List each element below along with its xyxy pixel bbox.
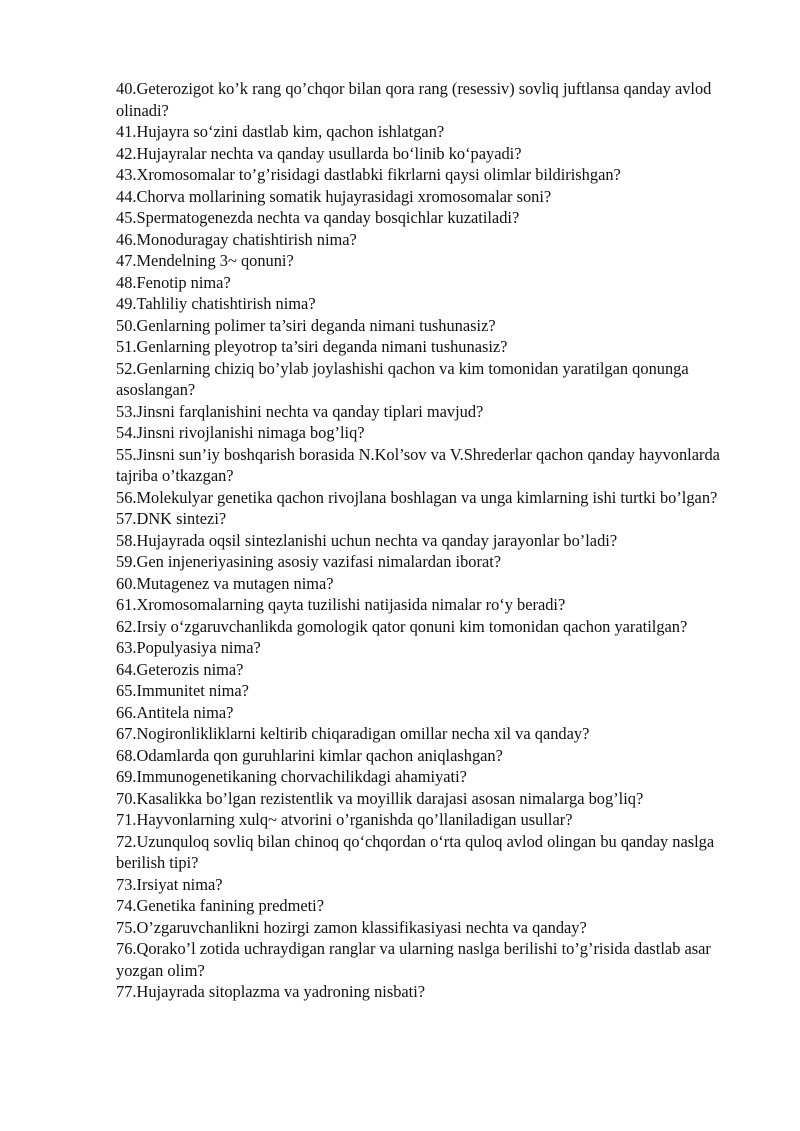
question-60: 60.Mutagenez va mutagen nima? [116, 573, 334, 593]
question-65: 65.Immunitet nima? [116, 681, 249, 700]
question-72: 72.Uzunquloq sovliq bilan chinoq qo‘chqordan o‘rta quloq avlod olingan bu qanday naslga berilish tipi? [116, 831, 715, 872]
question-63: 63.Populyasiya nima? [116, 638, 261, 657]
question-58: 58.Hujayrada oqsil sintezlanishi uchun nechta va qanday jarayonlar bo’ladi? [116, 530, 618, 550]
question-74: 74.Genetika fanining predmeti? [116, 896, 324, 915]
question-45: 45.Spermatogenezda nechta va qanday bosqichlar kuzatiladi? [116, 208, 520, 227]
question-51: 51.Genlarning pleyotrop ta’siri deganda nimani tushunasiz? [116, 337, 508, 356]
question-42: 42.Hujayralar nechta va qanday usullarda bo‘linib ko‘payadi? [116, 143, 522, 163]
question-68: 68.Odamlarda qon guruhlarini kimlar qachon aniqlashgan? [116, 745, 503, 765]
question-71: 71.Hayvonlarning xulq~ atvorini o’rganishda qo’llaniladigan usullar? [116, 810, 573, 829]
question-49: 49.Tahliliy chatishtirish nima? [116, 294, 316, 313]
question-75: 75.O’zgaruvchanlikni hozirgi zamon klassifikasiyasi nechta va qanday? [116, 917, 587, 937]
question-64: 64.Geterozis nima? [116, 659, 244, 679]
question-73: 73.Irsiyat nima? [116, 874, 223, 894]
question-43: 43.Xromosomalar to’g’risidagi dastlabki fikrlarni qaysi olimlar bildirishgan? [116, 165, 621, 184]
question-61: 61.Xromosomalarning qayta tuzilishi natijasida nimalar ro‘y beradi? [116, 595, 566, 614]
question-53: 53.Jinsni farqlanishini nechta va qanday tiplari mavjud? [116, 401, 484, 421]
question-76: 76.Qorako’l zotida uchraydigan ranglar va ularning naslga berilishi to’g’risida dastlab asar yozgan olim? [116, 939, 711, 980]
question-41: 41.Hujayra so‘zini dastlab kim, qachon ishlatgan? [116, 122, 445, 141]
question-52: 52.Genlarning chiziq bo’ylab joylashishi qachon va kim tomonidan yaratilgan qonunga asoslangan? [116, 358, 689, 399]
question-40: 40.Geterozigot ko’k rang qo’chqor bilan qora rang (resessiv) sovliq juftlansa qanday avlod olinadi? [116, 79, 712, 120]
question-44: 44.Chorva mollarining somatik hujayrasidagi xromosomalar soni? [116, 186, 552, 206]
question-67: 67.Nogironlikliklarni keltirib chiqaradigan omillar necha xil va qanday? [116, 724, 590, 743]
question-59: 59.Gen injeneriyasining asosiy vazifasi nimalardan iborat? [116, 552, 502, 571]
question-list [116, 78, 746, 1003]
question-56: 56.Molekulyar genetika qachon rivojlana boshlagan va unga kimlarning ishi turtki bo’lgan? [116, 487, 718, 507]
question-50: 50.Genlarning polimer ta’siri deganda nimani tushunasiz? [116, 315, 496, 335]
question-46: 46.Monoduragay chatishtirish nima? [116, 229, 357, 249]
question-69: 69.Immunogenetikaning chorvachilikdagi ahamiyati? [116, 767, 467, 786]
question-55: 55.Jinsni sun’iy boshqarish borasida N.Kol’sov va V.Shrederlar qachon qanday hayvonlarda tajriba o’tkazgan? [116, 444, 720, 485]
question-54: 54.Jinsni rivojlanishi nimaga bog’liq? [116, 423, 365, 442]
question-47: 47.Mendelning 3~ qonuni? [116, 251, 294, 270]
question-70: 70.Kasalikka bo’lgan rezistentlik va moyillik darajasi asosan nimalarga bog’liq? [116, 788, 644, 808]
question-62: 62.Irsiy o‘zgaruvchanlikda gomologik qator qonuni kim tomonidan qachon yaratilgan? [116, 616, 688, 636]
question-57: 57.DNK sintezi? [116, 509, 227, 528]
question-48: 48.Fenotip nima? [116, 272, 231, 292]
question-66: 66.Antitela nima? [116, 702, 234, 722]
question-77: 77.Hujayrada sitoplazma va yadroning nisbati? [116, 982, 426, 1001]
